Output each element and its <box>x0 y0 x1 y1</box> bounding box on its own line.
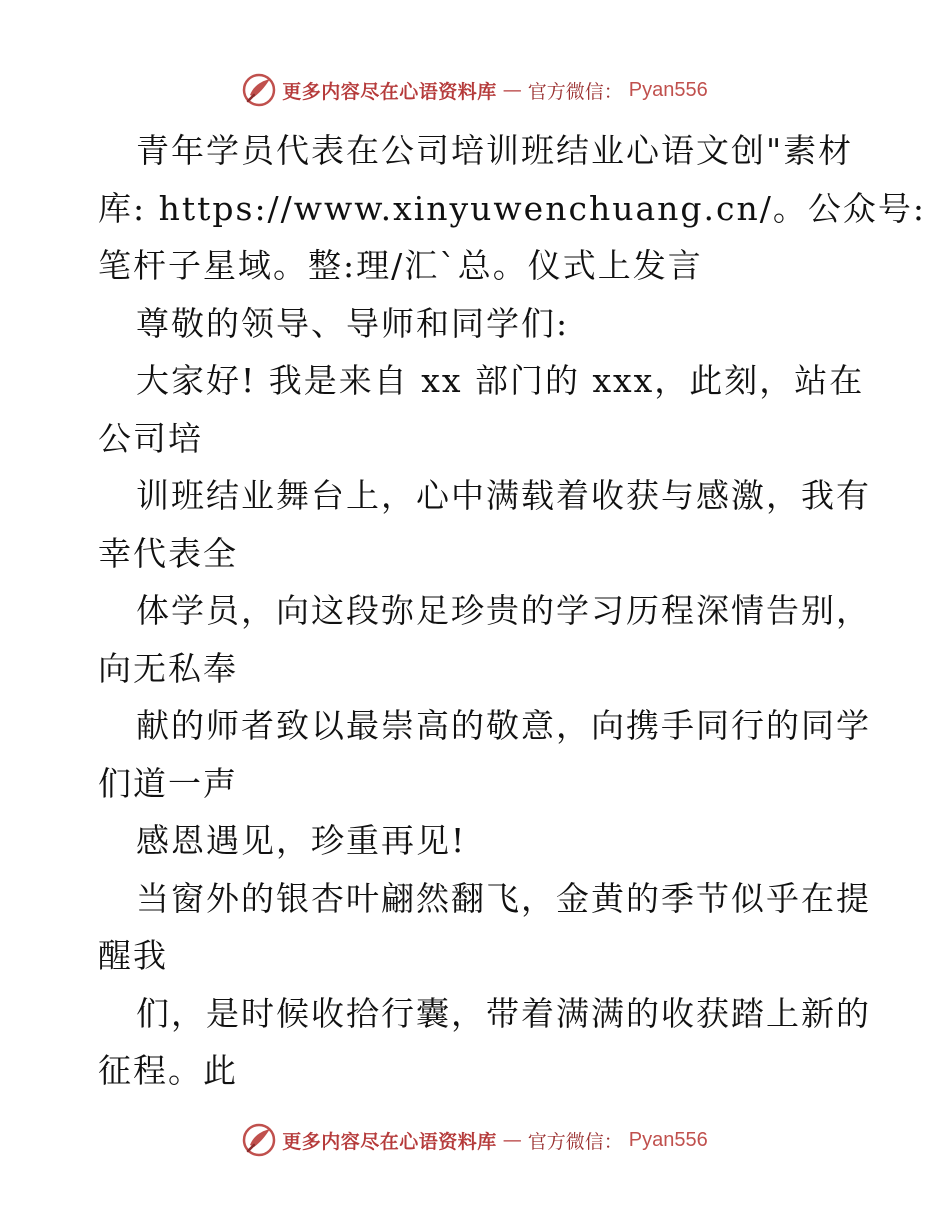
text-line: 体学员，向这段弥足珍贵的学习历程深情告别， <box>136 591 871 630</box>
text-line: 感恩遇见，珍重再见! <box>136 821 467 860</box>
footer-banner-text: 更多内容尽在心语资料库 <box>282 1130 497 1153</box>
footer-wechat-id: Pyan556 <box>628 1128 708 1151</box>
pen-logo-icon <box>242 73 276 107</box>
text-line: 尊敬的领导、导师和同学们: <box>136 303 570 343</box>
text-line: 笔杆子星域。整:理/汇`总。仪式上发言 <box>98 246 703 285</box>
text-line: 们，是时候收拾行囊，带着满满的收获踏上新的 <box>136 993 871 1033</box>
document-body <box>98 122 926 1100</box>
footer-banner <box>0 1120 950 1160</box>
text-line: 公司培 <box>98 418 203 458</box>
text-line: 大家好! 我是来自 xx 部门的 xxx，此刻，站在 <box>136 361 865 400</box>
text-line: 们道一声 <box>98 763 238 803</box>
footer-banner-dash: — <box>502 1129 522 1151</box>
text-line: 训班结业舞台上，心中满载着收获与感激，我有 <box>136 476 871 515</box>
header-wechat-id: Pyan556 <box>628 78 708 101</box>
footer-wechat-label: 官方微信： <box>527 1130 623 1153</box>
text-line: 献的师者致以最崇高的敬意，向携手同行的同学 <box>136 706 871 745</box>
pen-logo-icon <box>242 1123 276 1157</box>
header-banner-text: 更多内容尽在心语资料库 <box>282 80 497 103</box>
text-line: 当窗外的银杏叶翩然翻飞，金黄的季节似乎在提 <box>136 878 871 918</box>
text-line: 库: https://www.xinyuwenchuang.cn/。公众号: <box>98 188 926 228</box>
header-banner <box>0 70 950 110</box>
header-banner-dash: — <box>502 79 522 101</box>
text-line: 征程。此 <box>98 1051 238 1090</box>
text-line: 向无私奉 <box>98 648 238 688</box>
text-line: 醒我 <box>98 936 168 975</box>
header-wechat-label: 官方微信： <box>527 80 623 103</box>
text-line: 幸代表全 <box>98 533 238 573</box>
text-line: 青年学员代表在公司培训班结业心语文创"素材 <box>136 131 854 170</box>
